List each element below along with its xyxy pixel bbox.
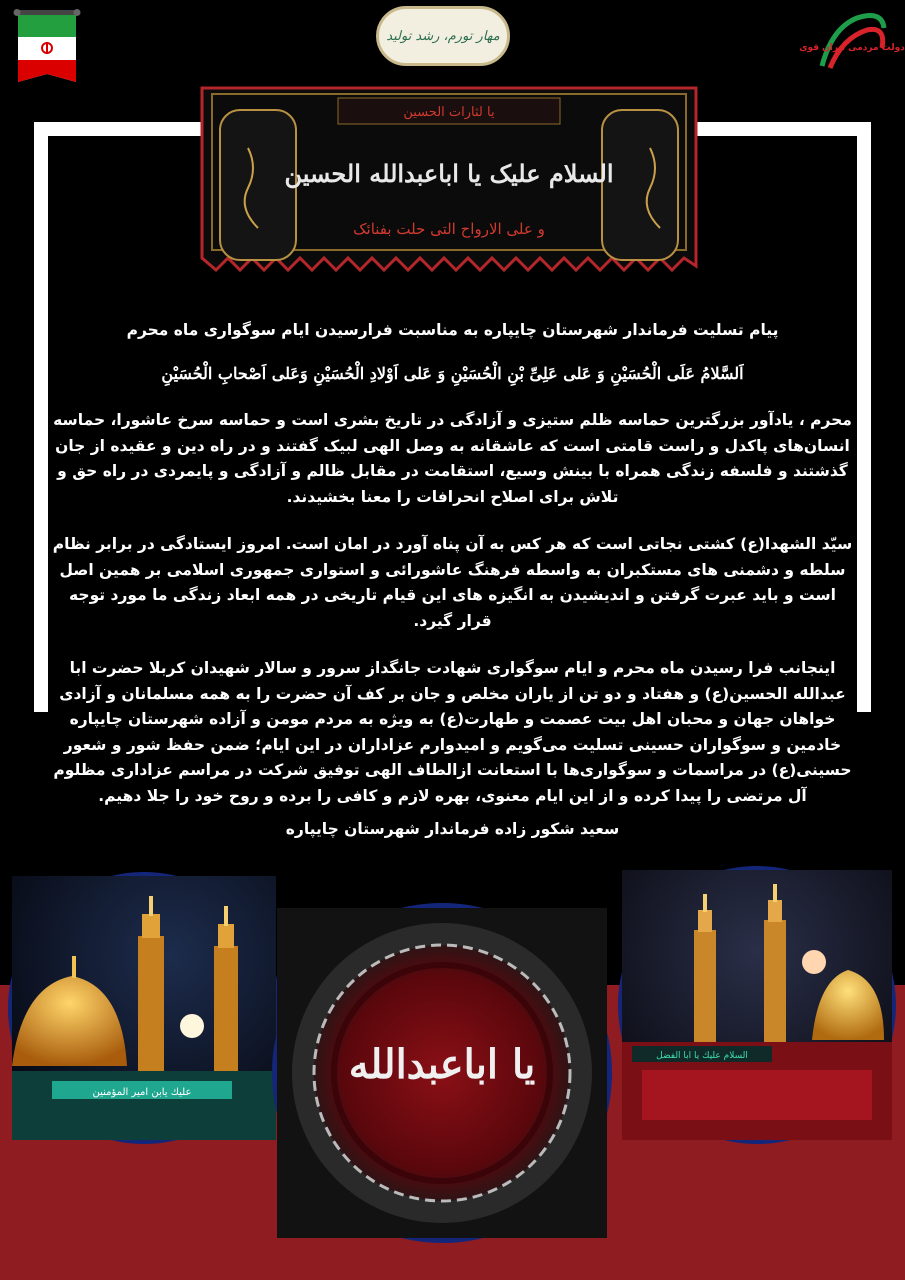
message-paragraph-3: اینجانب فرا رسیدن ماه محرم و ایام سوگواری شهادت جانگداز سرور و سالار شهیدان کربلا حضرت ابا عبدالله الحسین(ع) و هفتاد و دو تن از یاران مخلص و جان بر کف آن حضرت را به همه مسلمانان و آزادی خواهان جهان و محبان اهل بیت عصمت و طهارت(ع) به ویژه به مردم مومن و آزاده شهرستان چایپاره خادمین و سوگواران حسینی تسلیت می‌گویم و امیدوارم عزاداران در این ایام؛ ضمن حفظ شور و شعور حسینی(ع) در مراسمات و سوگواری‌ها با استعانت ازالطاف الهی توفیق شرکت در مراسم عزاداری مظلوم آل مرتضی را پیدا کرده و از این ایام معنوی، بهره لازم و کافی را برده و روح خود را جلا دهیم. xyxy=(53,659,852,805)
message-salam: اَلسَّلامُ عَلَی الْحُسَیْنِ وَ عَلی عَلِیِّ بْنِ الْحُسَیْنِ وَ عَلی اَوْلادِ الْحُسَیْنِ وَعَلی اَصْحابِ الْحُسَیْنِ xyxy=(161,364,744,383)
government-logo-text: دولت مردمی ایران قوی xyxy=(799,43,905,53)
message-signature: سعید شکور زاده فرماندار شهرستان چایپاره xyxy=(285,820,620,838)
condolence-message xyxy=(50,318,855,841)
banner-main-text: السلام علیک یا اباعبدالله الحسین xyxy=(284,159,614,188)
frame-left-border xyxy=(34,122,48,712)
message-title: پیام تسلیت فرماندار شهرستان چایپاره به مناسبت فرارسیدن ایام سوگواری ماه محرم xyxy=(126,321,779,339)
banner-top-text: یا لثارات الحسین xyxy=(403,105,495,120)
left-shrine-image xyxy=(8,872,280,1144)
right-shrine-image xyxy=(618,866,896,1144)
right-shrine-sign: السلام عليك يا ابا الفضل xyxy=(656,1051,748,1061)
muharram-banner xyxy=(198,88,700,284)
message-paragraph-1: محرم ، یادآور بزرگترین حماسه ظلم ستیزی و آزادگی در تاریخ بشری است و حماسه سرخ عاشورا، حماسه انسان‌های پاکدل و راست قامتی است که عاشقانه به وصل الهی لبیک گفتند و در راه دین و عقیده از جان گذشتند و فلسفه زندگی همراه با بینش وسیع، استقامت در مقابل ظالم و آزادگی و پایمردی در راه حق و تلاش برای اصلاح انحرافات را معنا بخشیدند. xyxy=(53,411,852,506)
left-shrine-sign: عليك يابن امير المؤمنين xyxy=(92,1087,192,1098)
center-calligraphy-text: یا اباعبدالله xyxy=(348,1041,536,1088)
government-logo xyxy=(799,8,905,74)
banner-bottom-text: و علی الارواح التی حلت بفنائک xyxy=(353,220,545,238)
center-calligraphy-medallion xyxy=(272,903,612,1243)
slogan-logo-text: مهار تورم، رشد تولید xyxy=(386,28,500,44)
message-paragraph-2: سیّد الشهدا(ع) کشتی نجاتی است که هر کس به آن پناه آورد در امان است. امروز ایستادگی در برابر نظام سلطه و دشمنی های مستکبران به واسطه فرهنگ عاشورائی و استواری جمهوری اسلامی بر همین اصل است و باید عبرت گرفتن و اندیشیدن به انگیزه های این قیام تاریخی در همه ابعاد زندگی ما مورد توجه قرار گیرد. xyxy=(52,535,853,630)
frame-right-border xyxy=(857,122,871,712)
iran-flag-icon xyxy=(12,10,82,90)
slogan-logo xyxy=(376,6,510,66)
